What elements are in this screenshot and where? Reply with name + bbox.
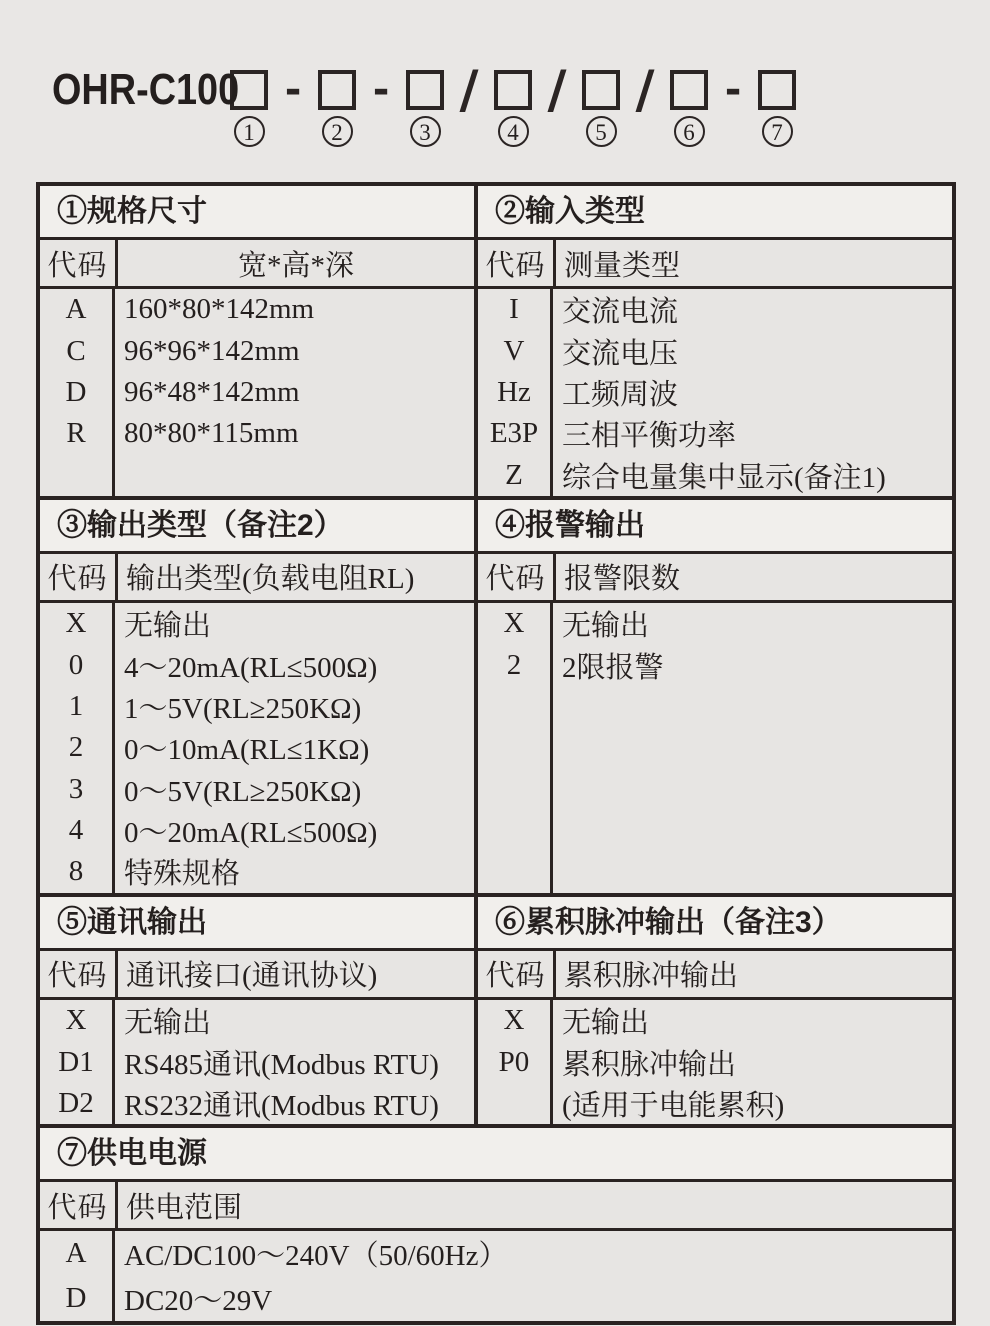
value-column-header: 测量类型 xyxy=(564,249,681,282)
band-comm-and-pulse xyxy=(40,893,952,1125)
value-cell: 0～20mA(RL≤500Ω) xyxy=(124,817,378,850)
value-cell: 无输出 xyxy=(562,610,650,643)
value-cell: 160*80*142mm xyxy=(124,293,315,326)
section-input-type xyxy=(478,186,952,496)
code-column-header: 代码 xyxy=(40,1182,118,1228)
code-cell: C xyxy=(40,330,115,371)
table-row xyxy=(40,413,474,454)
table-row xyxy=(40,851,474,892)
value-cell xyxy=(553,727,952,768)
table-row xyxy=(40,1083,474,1125)
value-cell: (适用于电能累积) xyxy=(562,1090,785,1123)
column-header-row xyxy=(40,240,474,289)
value-cell: 工频周波 xyxy=(562,378,679,411)
table-row xyxy=(40,644,474,685)
value-cell: 无输出 xyxy=(562,1006,650,1039)
section-rows xyxy=(40,1231,952,1321)
value-cell: 特殊规格 xyxy=(124,858,241,891)
column-header-row xyxy=(478,554,952,603)
table-row xyxy=(40,727,474,768)
code-cell xyxy=(478,1083,553,1125)
section-rows xyxy=(478,1000,952,1125)
dash-separator: - xyxy=(372,67,390,113)
value-cell: DC20～29V xyxy=(124,1285,273,1318)
table-row xyxy=(40,1276,952,1321)
table-row xyxy=(478,644,952,685)
section-rows xyxy=(478,289,952,496)
value-cell xyxy=(553,851,952,892)
selection-table xyxy=(36,182,956,1325)
code-cell: 3 xyxy=(40,769,115,810)
table-row xyxy=(478,686,952,727)
code-cell xyxy=(478,851,553,892)
code-cell: D xyxy=(40,1276,115,1321)
code-column-header: 代码 xyxy=(40,554,118,600)
value-cell: RS232通讯(Modbus RTU) xyxy=(124,1090,439,1123)
code-cell xyxy=(478,810,553,851)
code-cell: X xyxy=(40,603,115,644)
code-cell: D xyxy=(40,372,115,413)
table-row xyxy=(40,1041,474,1083)
model-code-line xyxy=(52,60,990,120)
value-cell: 80*80*115mm xyxy=(124,417,299,450)
table-row xyxy=(478,372,952,413)
section-title: ⑦供电电源 xyxy=(40,1128,952,1182)
value-cell: 4～20mA(RL≤500Ω) xyxy=(124,651,378,684)
table-row xyxy=(478,769,952,810)
circled-number: 2 xyxy=(322,116,353,147)
model-code-box xyxy=(494,70,532,110)
model-code-boxes xyxy=(230,60,796,120)
section-rows xyxy=(40,1000,474,1125)
value-cell: 三相平衡功率 xyxy=(562,420,737,453)
table-row xyxy=(478,289,952,330)
column-header-row xyxy=(478,951,952,1000)
code-cell: X xyxy=(478,1000,553,1042)
band-output-and-alarm xyxy=(40,496,952,893)
table-row xyxy=(478,455,952,496)
column-header-row xyxy=(40,1182,952,1231)
code-column-header: 代码 xyxy=(478,240,556,286)
section-rows xyxy=(40,289,474,496)
circled-number: 5 xyxy=(586,116,617,147)
model-code-box xyxy=(318,70,356,110)
section-alarm-output xyxy=(478,500,952,893)
value-cell: 0～5V(RL≥250KΩ) xyxy=(124,775,362,808)
section-title: ④报警输出 xyxy=(478,500,952,554)
table-row xyxy=(40,1231,952,1276)
table-row xyxy=(40,289,474,330)
section-spec-size xyxy=(40,186,474,496)
section-rows xyxy=(478,603,952,893)
model-code-box xyxy=(582,70,620,110)
value-cell: 交流电压 xyxy=(562,337,679,370)
table-row xyxy=(478,413,952,454)
circled-number: 3 xyxy=(410,116,441,147)
section-output-type xyxy=(40,500,474,893)
table-row xyxy=(40,603,474,644)
code-cell: P0 xyxy=(478,1041,553,1083)
code-cell: 8 xyxy=(40,851,115,892)
section-title: ③输出类型（备注2） xyxy=(40,500,474,554)
column-header-row xyxy=(40,554,474,603)
value-cell xyxy=(553,769,952,810)
value-cell: 1～5V(RL≥250KΩ) xyxy=(124,692,362,725)
table-row xyxy=(478,727,952,768)
value-cell: 综合电量集中显示(备注1) xyxy=(562,461,886,494)
value-cell: 96*96*142mm xyxy=(124,334,300,367)
value-cell: 交流电流 xyxy=(562,296,679,329)
code-cell: 2 xyxy=(478,644,553,685)
code-column-header: 代码 xyxy=(40,951,118,997)
circled-number: 7 xyxy=(762,116,793,147)
value-column-header: 宽*高*深 xyxy=(237,249,354,282)
table-row xyxy=(40,1000,474,1042)
section-comm-output xyxy=(40,897,474,1125)
code-cell: A xyxy=(40,289,115,330)
circled-number: 1 xyxy=(234,116,265,147)
table-row xyxy=(40,330,474,371)
section-pulse-output xyxy=(478,897,952,1125)
dash-separator: - xyxy=(724,67,742,113)
value-cell: 2限报警 xyxy=(562,651,664,684)
model-code-box xyxy=(670,70,708,110)
value-cell xyxy=(115,455,474,496)
value-column-header: 累积脉冲输出 xyxy=(564,960,739,993)
table-row xyxy=(478,810,952,851)
code-cell: D1 xyxy=(40,1041,115,1083)
table-row xyxy=(40,810,474,851)
code-cell: 2 xyxy=(40,727,115,768)
table-row xyxy=(478,1000,952,1042)
section-title: ⑤通讯输出 xyxy=(40,897,474,951)
code-cell xyxy=(478,727,553,768)
table-row xyxy=(478,851,952,892)
value-cell: 0～10mA(RL≤1KΩ) xyxy=(124,734,370,767)
value-cell: RS485通讯(Modbus RTU) xyxy=(124,1048,439,1081)
value-cell: AC/DC100～240V（50/60Hz） xyxy=(124,1240,508,1273)
table-row xyxy=(478,1083,952,1125)
code-cell: Z xyxy=(478,455,553,496)
code-cell: 4 xyxy=(40,810,115,851)
value-column-header: 通讯接口(通讯协议) xyxy=(126,960,378,993)
value-cell xyxy=(553,810,952,851)
column-header-row xyxy=(40,951,474,1000)
position-numbers-row xyxy=(230,116,796,147)
code-cell: E3P xyxy=(478,413,553,454)
table-row xyxy=(40,686,474,727)
code-cell: X xyxy=(478,603,553,644)
table-row xyxy=(478,603,952,644)
value-column-header: 供电范围 xyxy=(126,1191,243,1224)
circled-number: 4 xyxy=(498,116,529,147)
code-column-header: 代码 xyxy=(478,951,556,997)
model-code-box xyxy=(406,70,444,110)
table-row xyxy=(478,1041,952,1083)
section-title: ⑥累积脉冲输出（备注3） xyxy=(478,897,952,951)
code-cell: R xyxy=(40,413,115,454)
code-cell: D2 xyxy=(40,1083,115,1125)
value-cell xyxy=(553,686,952,727)
table-row xyxy=(40,769,474,810)
code-cell: V xyxy=(478,330,553,371)
section-title: ①规格尺寸 xyxy=(40,186,474,240)
model-code-box xyxy=(758,70,796,110)
code-cell xyxy=(40,455,115,496)
slash-separator: / xyxy=(547,60,567,120)
table-row xyxy=(478,330,952,371)
value-column-header: 报警限数 xyxy=(564,563,681,596)
slash-separator: / xyxy=(459,60,479,120)
value-cell: 无输出 xyxy=(124,1006,212,1039)
section-title: ②输入类型 xyxy=(478,186,952,240)
code-column-header: 代码 xyxy=(478,554,556,600)
code-cell: X xyxy=(40,1000,115,1042)
section-rows xyxy=(40,603,474,893)
column-header-row xyxy=(478,240,952,289)
code-cell: 0 xyxy=(40,644,115,685)
dash-separator: - xyxy=(284,67,302,113)
code-column-header: 代码 xyxy=(40,240,118,286)
code-cell xyxy=(478,686,553,727)
code-cell: Hz xyxy=(478,372,553,413)
section-power-supply xyxy=(40,1128,952,1321)
value-column-header: 输出类型(负载电阻RL) xyxy=(126,563,415,596)
value-cell: 无输出 xyxy=(124,610,212,643)
table-row xyxy=(40,455,474,496)
band-spec-and-input xyxy=(40,186,952,496)
slash-separator: / xyxy=(635,60,655,120)
code-cell: A xyxy=(40,1231,115,1276)
band-power-supply xyxy=(40,1124,952,1321)
code-cell: I xyxy=(478,289,553,330)
value-cell: 累积脉冲输出 xyxy=(562,1048,737,1081)
circled-number: 6 xyxy=(674,116,705,147)
model-prefix: OHR-C100 xyxy=(52,65,240,114)
table-row xyxy=(40,372,474,413)
value-cell: 96*48*142mm xyxy=(124,375,300,408)
code-cell xyxy=(478,769,553,810)
code-cell: 1 xyxy=(40,686,115,727)
